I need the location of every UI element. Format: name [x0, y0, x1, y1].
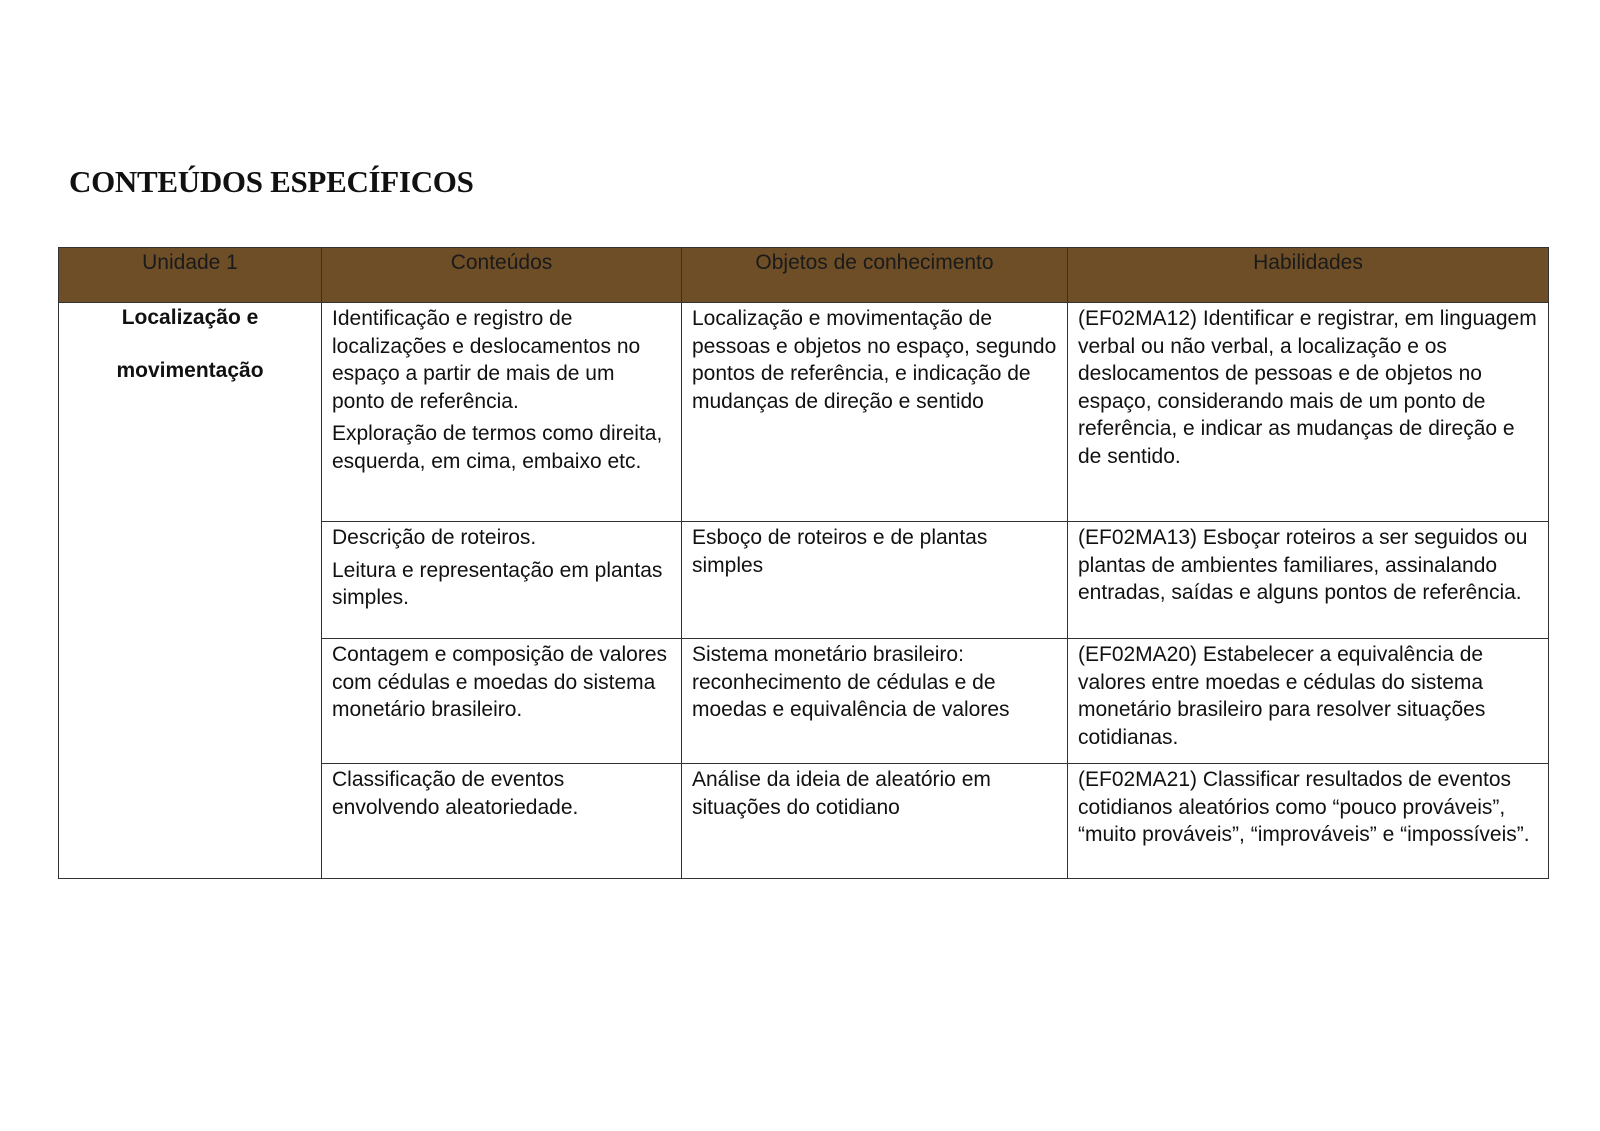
- habilidades-cell: (EF02MA21) Classificar resultados de eventos cotidianos aleatórios como “pouco prováveis”, “muito prováveis”, “improváveis” e “impossíveis”.: [1068, 764, 1549, 879]
- conteudos-text: Descrição de roteiros.: [332, 526, 537, 549]
- unit-cell: [59, 303, 322, 879]
- habilidades-cell: (EF02MA20) Estabelecer a equivalência de valores entre moedas e cédulas do sistema monetário brasileiro para resolver situações cotidianas.: [1068, 639, 1549, 764]
- objetos-cell: Esboço de roteiros e de plantas simples: [682, 522, 1068, 639]
- table-row: [59, 303, 1549, 522]
- habilidades-cell: (EF02MA13) Esboçar roteiros a ser seguidos ou plantas de ambientes familiares, assinalando entradas, saídas e alguns pontos de referência.: [1068, 522, 1549, 639]
- conteudos-text: Contagem e composição de valores com cédulas e moedas do sistema monetário brasileiro.: [332, 643, 668, 721]
- header-objetos: Objetos de conhecimento: [682, 248, 1068, 303]
- header-unit: Unidade 1: [59, 248, 322, 303]
- habilidades-cell: (EF02MA12) Identificar e registrar, em linguagem verbal ou não verbal, a localização e os deslocamentos de pessoas e de objetos no espaço, considerando mais de um ponto de referência, e indicar as mudanças de direção e de sentido.: [1068, 303, 1549, 522]
- objetos-cell: Sistema monetário brasileiro: reconhecimento de cédulas e de moedas e equivalência de valores: [682, 639, 1068, 764]
- conteudos-cell: [322, 764, 682, 879]
- conteudos-text: Exploração de termos como direita, esquerda, em cima, embaixo etc.: [332, 422, 663, 473]
- header-conteudos: Conteúdos: [322, 248, 682, 303]
- header-habilidades: Habilidades: [1068, 248, 1549, 303]
- content-table: [58, 247, 1549, 879]
- conteudos-cell: [322, 639, 682, 764]
- conteudos-cell: [322, 303, 682, 522]
- conteudos-cell: [322, 522, 682, 639]
- unit-label-line-2: movimentação: [116, 359, 264, 382]
- conteudos-text: Identificação e registro de localizações e deslocamentos no espaço a partir de mais de um ponto de referência.: [332, 307, 641, 413]
- unit-label-line-1: Localização e: [121, 306, 259, 329]
- objetos-cell: Localização e movimentação de pessoas e objetos no espaço, segundo pontos de referência, e indicação de mudanças de direção e sentido: [682, 303, 1068, 522]
- conteudos-text: Leitura e representação em plantas simples.: [332, 558, 663, 609]
- page-title: CONTEÚDOS ESPECÍFICOS: [69, 164, 474, 199]
- objetos-cell: Análise da ideia de aleatório em situações do cotidiano: [682, 764, 1068, 879]
- conteudos-text: Classificação de eventos envolvendo aleatoriedade.: [332, 768, 579, 819]
